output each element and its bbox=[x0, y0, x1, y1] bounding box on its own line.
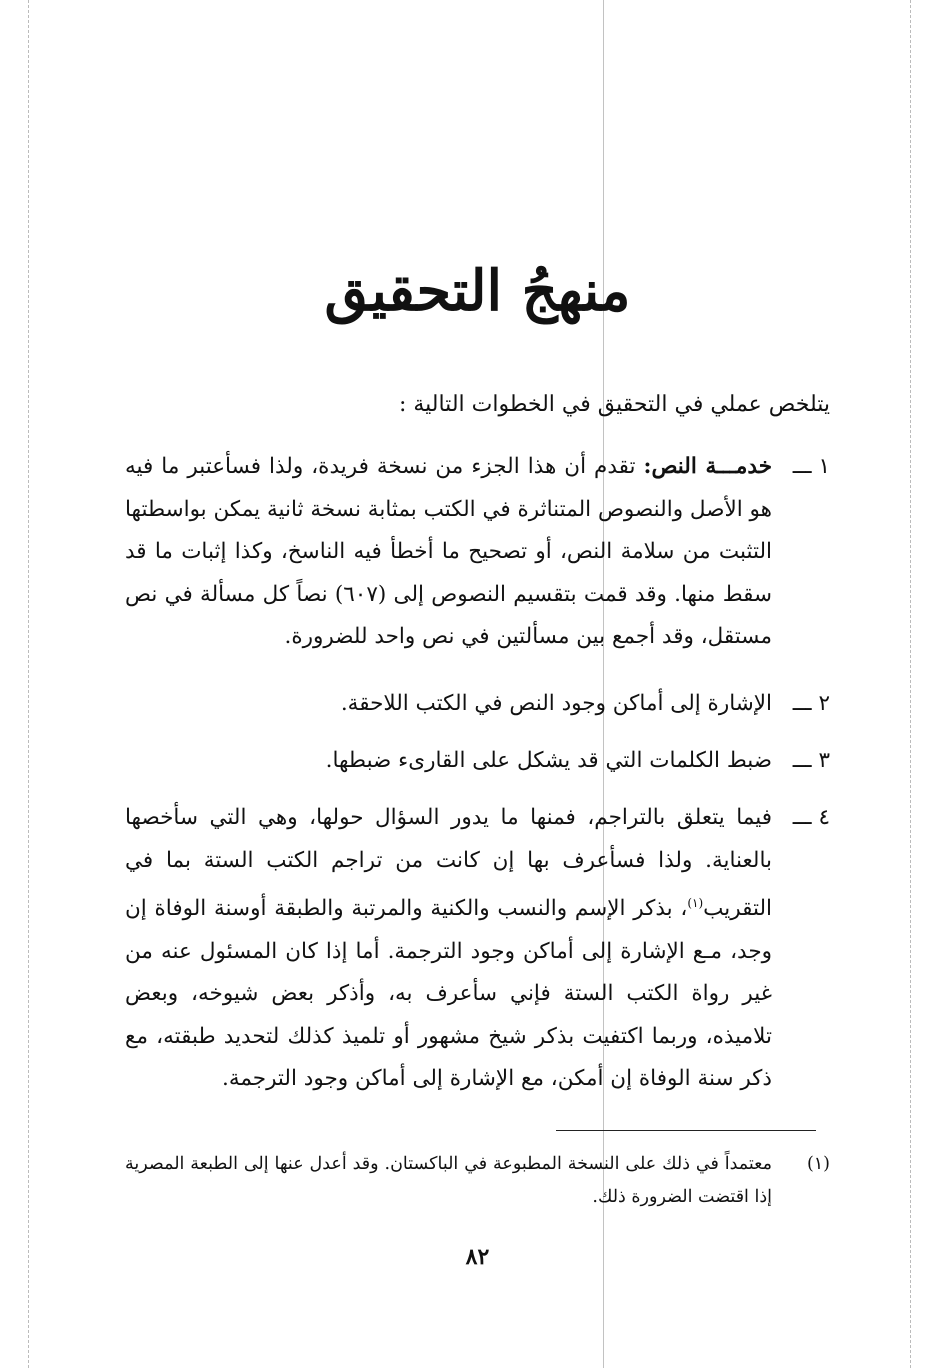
footnote-separator bbox=[556, 1130, 816, 1131]
book-page bbox=[125, 0, 830, 1368]
item-text: الإشارة إلى أماكن وجود النص في الكتب اللاحقة. bbox=[340, 691, 772, 716]
list-item bbox=[125, 797, 830, 1101]
item-text: تقدم أن هذا الجزء من نسخة فريدة، ولذا فسأعتبر ما فيه هو الأصل والنصوص المتناثرة في الكتب بمثابة نسخة ثانية يمكن بواسطتها التثبت من سلامة النص، أو تصحيح ما أخطأ فيه الناسخ، وكذا إثبات ما قد سقط منها. وقد قمت بتقسيم النصوص إلى (٦٠٧) نصاً كل مسألة في نص مستقل، وقد أجمع بين مسألتين في نص واحد للضرورة. bbox=[125, 454, 772, 649]
item-text: ، بذكر الإسم والنسب والكنية والمرتبة والطبقة أوسنة الوفاة إن وجد، مـع الإشارة إلى أماكن وجود الترجمة. أما إذا كان المسئول عنه من غير رواة الكتب الستة فإني سأعرف به، وأذكر بعض شيوخه، وبعض تلاميذه، وربما اكتفيت بذكر شيخ مشهور أو تلميذ كذلك لتحديد طبقته، مع ذكر سنة الوفاة إن أمكن، مع الإشارة إلى أماكن وجود الترجمة. bbox=[125, 896, 772, 1092]
item-number: ١ ـــ bbox=[792, 454, 830, 479]
item-body bbox=[125, 446, 772, 659]
item-body bbox=[125, 797, 772, 1101]
scan-fold-line bbox=[28, 0, 29, 1368]
item-text: فيما يتعلق بالتراجم، فمنها ما يدور السؤال حولها، وهي التي سأخصها بالعناية. ولذا فسأعرف بها إن كانت من تراجم الكتب الستة بما في التقريب bbox=[125, 805, 772, 922]
page-title: منهجُ التحقيق bbox=[324, 258, 631, 324]
list-item bbox=[125, 446, 830, 659]
item-text: ضبط الكلمات التي قد يشكل على القارىء ضبطها. bbox=[325, 748, 772, 773]
scan-fold-line bbox=[910, 0, 911, 1368]
item-number: ٢ ـــ bbox=[792, 691, 830, 716]
page-number: ٨٢ bbox=[465, 1244, 490, 1270]
list-item bbox=[125, 740, 830, 783]
item-number: ٣ ـــ bbox=[792, 748, 830, 773]
footnote-text: معتمداً في ذلك على النسخة المطبوعة في الباكستان. وقد أعدل عنها إلى الطبعة المصرية إذا اقتضت الضرورة ذلك. bbox=[125, 1154, 772, 1207]
footnote-number: (١) bbox=[806, 1154, 830, 1174]
footnote-reference: (١) bbox=[687, 896, 704, 910]
item-lead: خدمـــة النص: bbox=[643, 454, 772, 479]
list-item bbox=[125, 683, 830, 726]
intro-line: يتلخص عملي في التحقيق في الخطوات التالية : bbox=[398, 392, 830, 417]
item-number: ٤ ـــ bbox=[792, 805, 830, 830]
footnote bbox=[125, 1148, 830, 1214]
